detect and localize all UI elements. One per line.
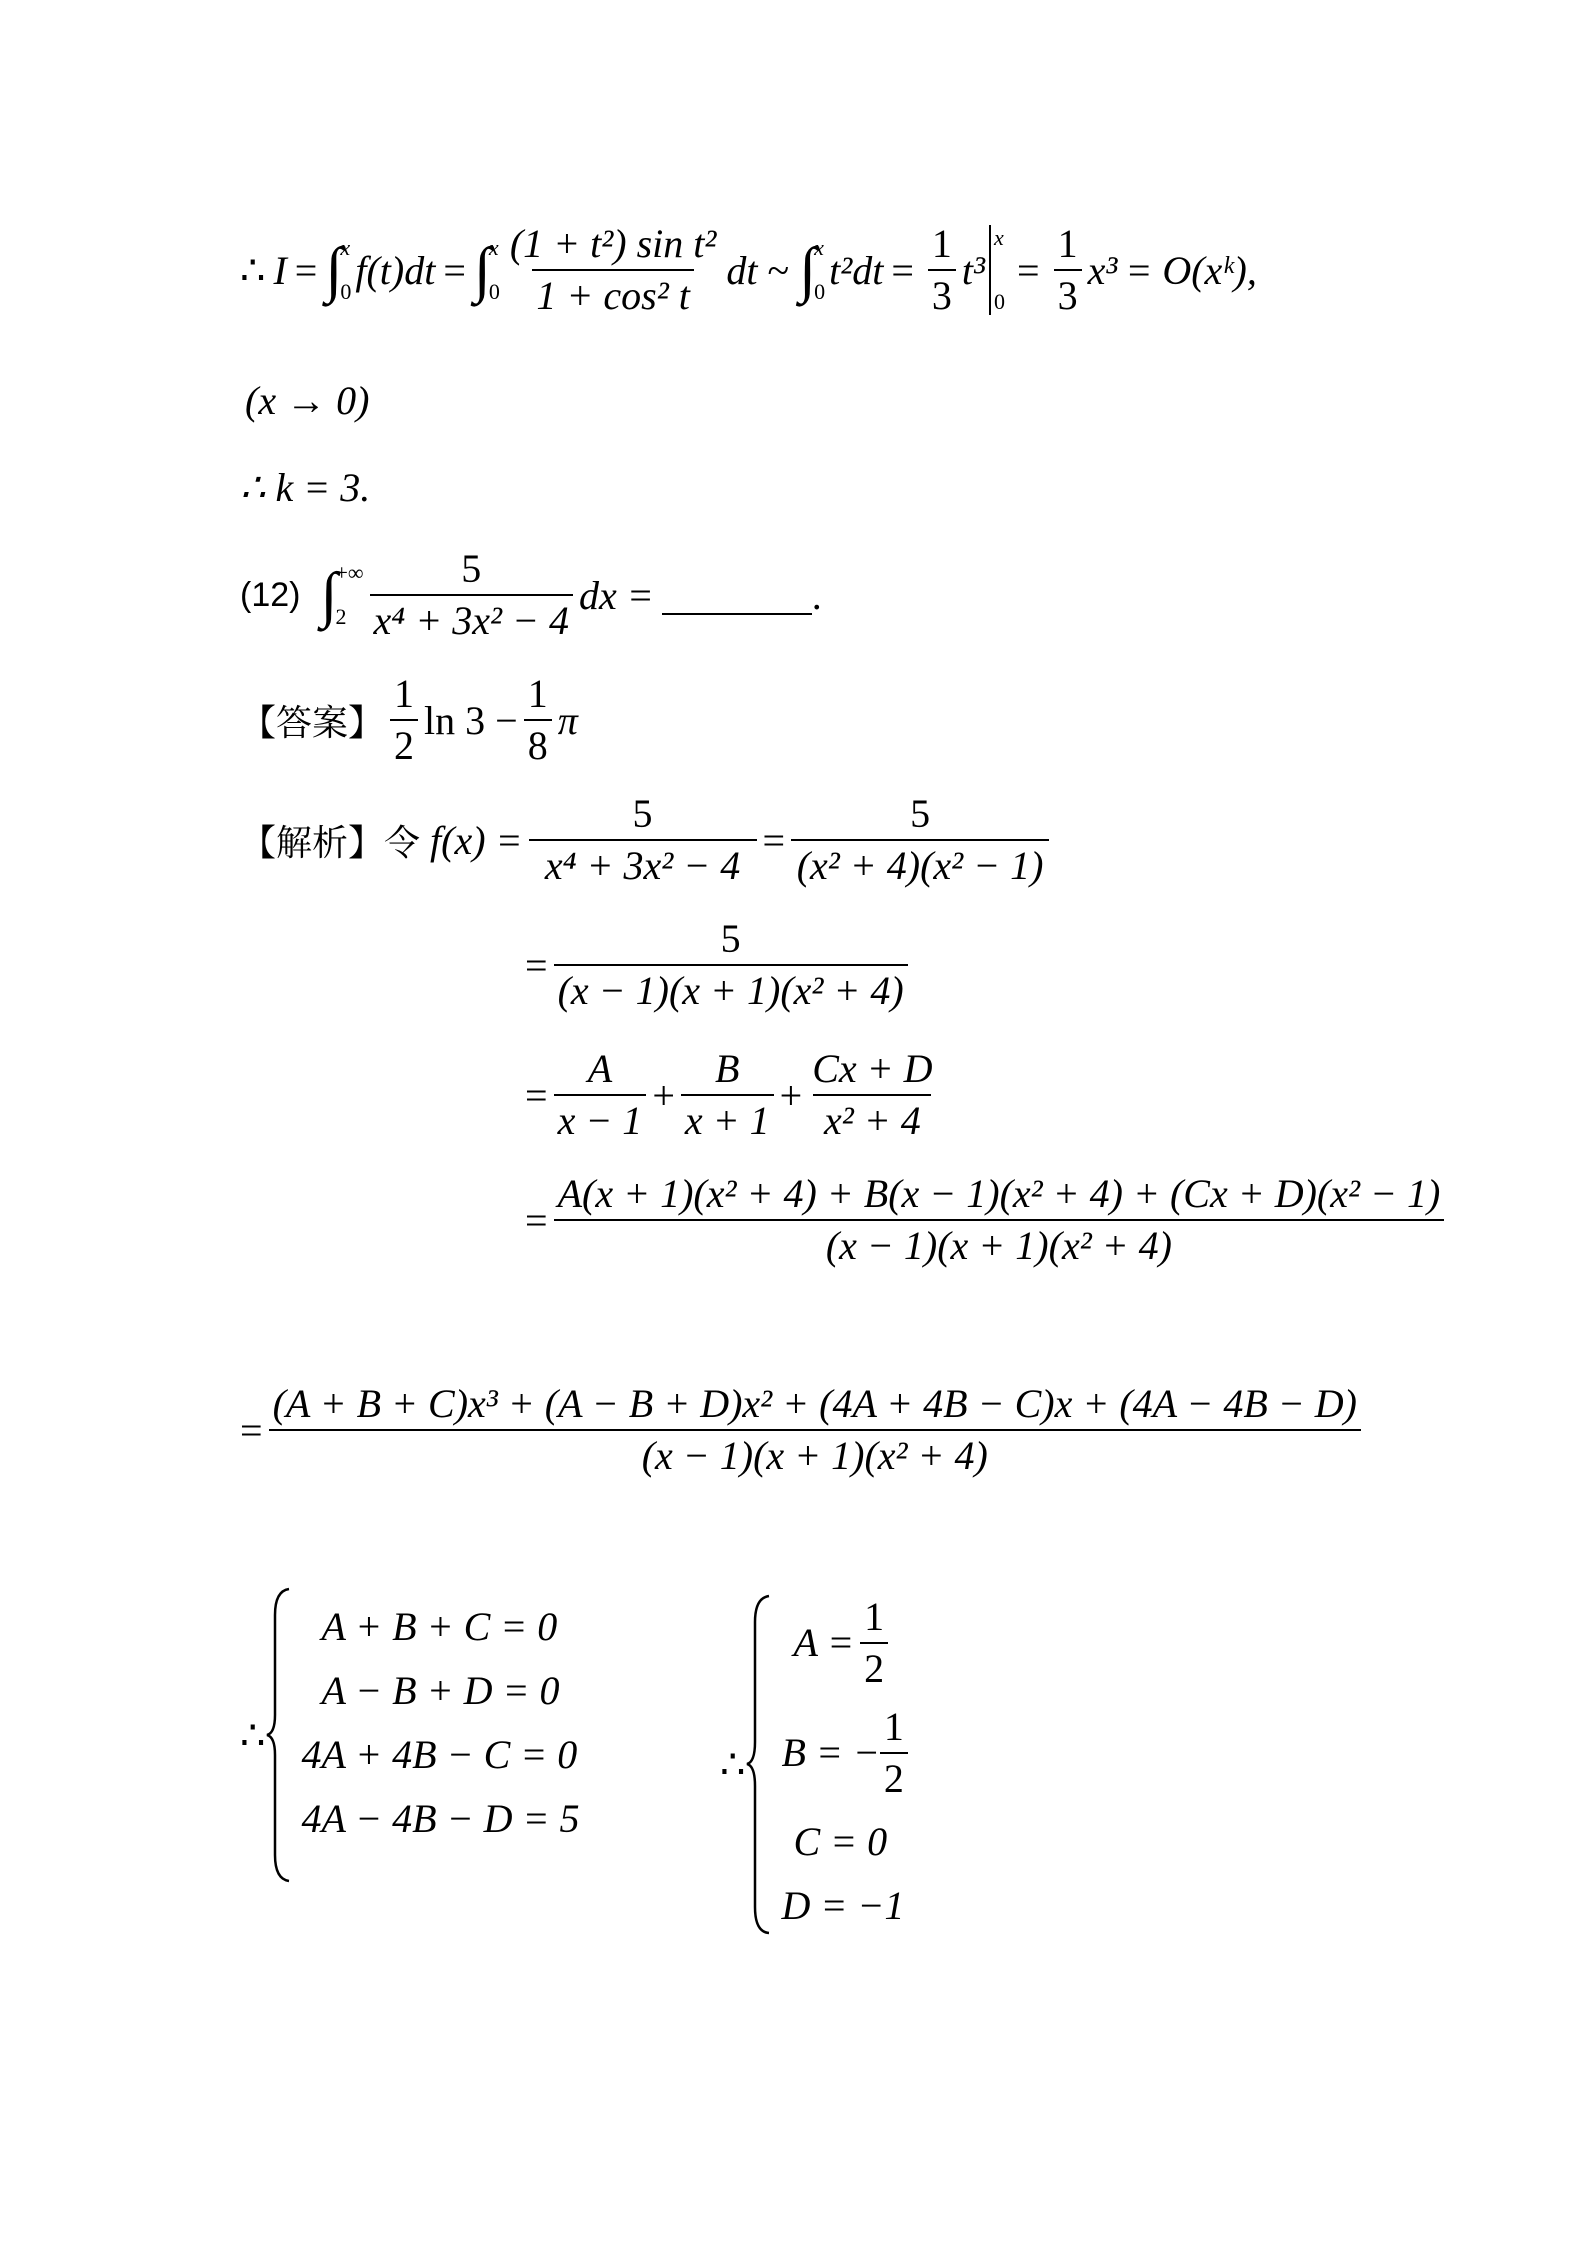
fraction-r3: $\frac{5}{\text{(x − 1)(x + 1)(x² + 4)}}$ <box>554 918 908 1012</box>
equals: = <box>762 817 786 863</box>
equals: = <box>294 247 318 293</box>
fraction-r2: $\frac{5}{\text{(x² + 4)(x² − 1)}}$ <box>791 793 1049 887</box>
fraction-expanded: (A + B + C)x³ + (A − B + D)x² + (4A + 4B − C)x + (4A − 4B − D) (x − 1)(x + 1)(x² + 4) <box>269 1383 1361 1477</box>
integral-sign: ∫ x 0 <box>473 235 500 304</box>
fraction-half: 1 2 <box>390 673 418 767</box>
answer-line <box>240 665 578 775</box>
therefore-symbol: ∴ <box>240 247 266 293</box>
integral-sign: ∫ x 0 <box>325 235 352 304</box>
problem-number: (12) <box>240 575 301 614</box>
f-t-dt: f(t)dt <box>355 247 436 293</box>
analysis-line-1 <box>240 785 1055 895</box>
fraction-one-third: $\frac{1}{3}$ <box>928 223 956 317</box>
equals: = <box>525 1197 548 1243</box>
plus: + <box>779 1072 803 1118</box>
equals: = <box>1017 247 1040 293</box>
equals: = <box>240 1407 263 1453</box>
equation-integral-estimate <box>240 215 1257 325</box>
solution-system <box>720 1590 914 1938</box>
fraction-one-third: $\frac{1}{3}$ <box>1054 223 1082 317</box>
equation-4: 4A − 4B − D = 5 <box>301 1796 580 1841</box>
solution-B: B = − $\frac{1}{2}$ <box>781 1695 913 1810</box>
system-of-equations <box>240 1585 579 1885</box>
pi: π <box>557 697 578 743</box>
equation-1: A + B + C = 0 <box>321 1604 558 1649</box>
equation-2: A − B + D = 0 <box>321 1668 560 1713</box>
analysis-line-2 <box>525 910 914 1020</box>
equals: = <box>891 247 914 293</box>
sim-symbol: ~ <box>767 247 790 293</box>
analysis-line-3 <box>525 1040 943 1150</box>
integral-sign: ∫ +∞ 2 <box>320 560 364 629</box>
left-brace <box>265 1585 295 1885</box>
t2dt: t²dt <box>829 247 884 293</box>
equals: = <box>525 942 548 988</box>
fraction-pf-c: $\frac{Cx + D}{\text{x² + 4}}$ <box>812 1046 933 1143</box>
fraction-r1: $\frac{5}{\text{x⁴ + 3x² − 4}}$ <box>529 793 757 887</box>
dx-equals: dx = <box>578 572 654 618</box>
fraction-integrand: (1 + t²) sin t² 1 + cos² t <box>509 221 717 318</box>
plus: + <box>652 1072 675 1118</box>
analysis-label: 【解析】令 <box>240 822 421 864</box>
problem-12 <box>240 540 822 650</box>
limit-condition: (x → 0) <box>245 377 370 423</box>
solution-D: D = −1 <box>781 1883 905 1928</box>
answer-blank <box>662 575 812 615</box>
solution-C: C = 0 <box>793 1819 888 1864</box>
dt: dt <box>726 247 758 293</box>
integral-sign: ∫ x 0 <box>799 235 826 304</box>
period: . <box>811 572 822 618</box>
equals: = <box>525 1072 548 1118</box>
left-brace <box>745 1592 775 1937</box>
therefore-symbol: ∴ <box>240 1712 266 1758</box>
equals: = <box>443 247 466 293</box>
t-cubed: t³ <box>961 247 986 293</box>
ln-term: ln 3 − <box>424 697 518 743</box>
var-I: I <box>273 247 287 293</box>
f-of-x: f(x) = <box>430 817 523 863</box>
solution-A: A = $\frac{1}{2}$ <box>781 1590 913 1695</box>
big-o: = O(xᵏ), <box>1125 247 1257 293</box>
evaluation-bar: x 0 <box>989 225 1005 315</box>
x-cubed: x³ <box>1087 247 1118 293</box>
equation-3: 4A + 4B − C = 0 <box>301 1732 578 1777</box>
analysis-line-4 <box>525 1165 1450 1275</box>
fraction-combined: $\frac{\text{A(x + 1)(x² + 4) + B(x − 1)(x² + 4) + (Cx + D)(x² − 1)}}{\text{(x − 1)(x + 1)(x² + 4)}}$ <box>554 1173 1445 1267</box>
fraction-eighth: $\frac{1}{8}$ <box>524 673 552 767</box>
fraction-pf-a: $\frac{A}{x - 1}$ <box>554 1048 647 1142</box>
fraction-pf-b: $\frac{B}{x + 1}$ <box>681 1048 774 1142</box>
conclusion-k: ∴ k = 3. <box>240 464 371 510</box>
fraction-integrand: 5 x⁴ + 3x² − 4 <box>370 548 573 642</box>
therefore-symbol: ∴ <box>720 1741 746 1787</box>
answer-label: 【答案】 <box>240 702 385 744</box>
analysis-line-5 <box>240 1375 1367 1485</box>
